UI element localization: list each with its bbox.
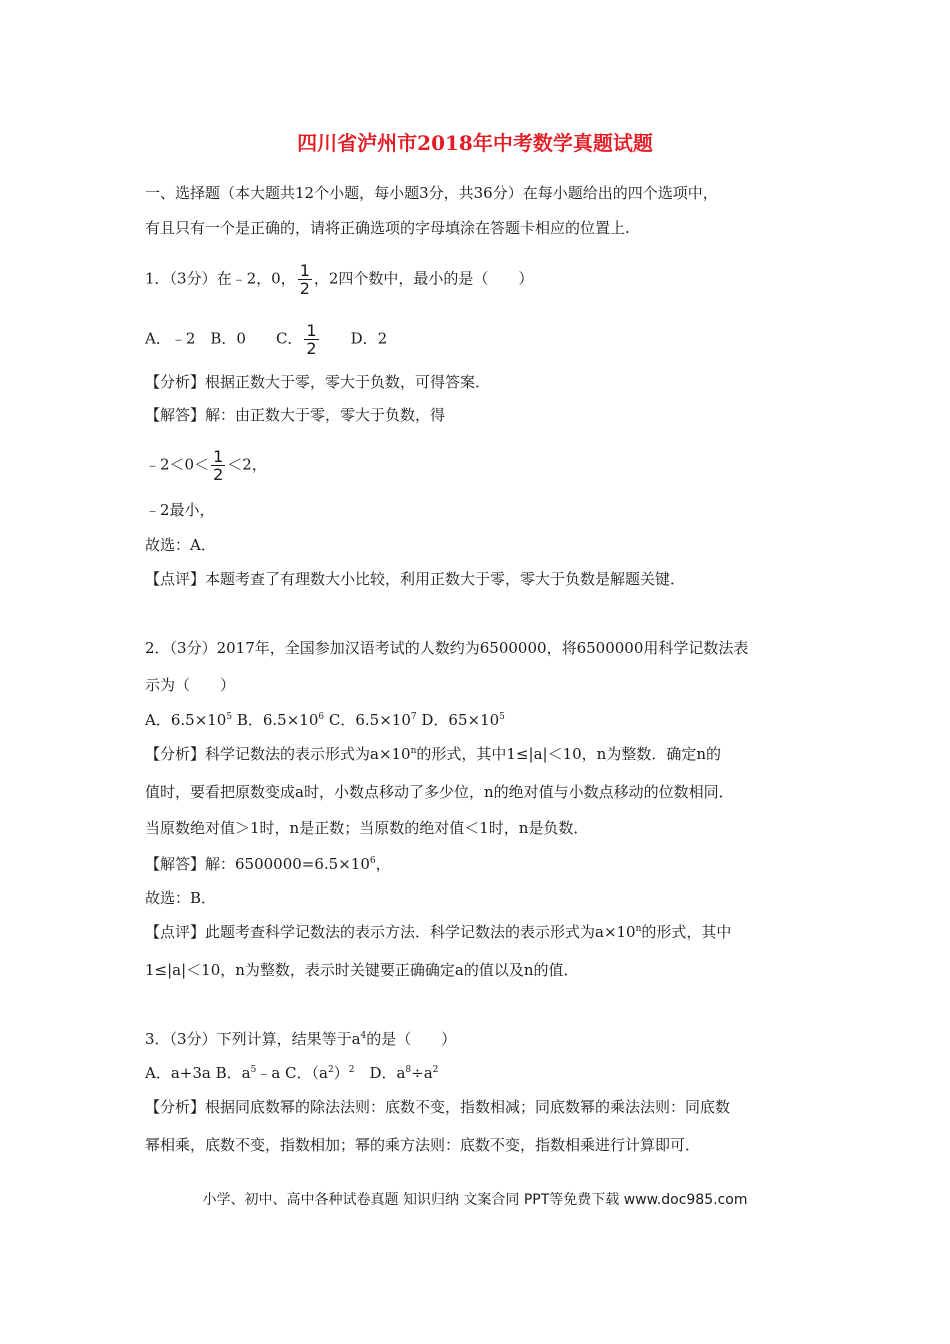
exponent: 5 [499, 712, 505, 722]
exponent: 4 [360, 1031, 367, 1041]
q2-analysis-part-b: 的形式，其中1≤|a|＜10，n为整数．确定n的 [416, 745, 721, 763]
q2-option-b: B．6.5×10 [232, 711, 319, 729]
exponent: 2 [432, 1065, 439, 1075]
q3-option-d-mid: ÷a [411, 1064, 433, 1082]
exponent: 5 [250, 1065, 257, 1075]
q1-inequality [145, 448, 267, 483]
q2-options [145, 710, 505, 730]
q3-option-c-close: ） [333, 1064, 349, 1082]
q2-stem-line-1: 2．（3分）2017年，全国参加汉语考试的人数约为6500000，将6500000用科学记数法表 [145, 639, 749, 657]
fraction-denominator: 2 [213, 465, 224, 484]
section-intro-line-1: 一、选择题（本大题共12个小题，每小题3分，共36分）在每小题给出的四个选项中， [145, 184, 718, 202]
q2-analysis-line-2: 值时，要看把原数变成a时，小数点移动了多少位，n的绝对值与小数点移动的位数相同． [145, 783, 734, 801]
q2-option-d: D．65×10 [416, 711, 500, 729]
exponent: 2 [348, 1065, 355, 1075]
q2-analysis-line-1 [145, 744, 721, 764]
q2-comment-line-1 [145, 922, 731, 942]
q1-comment: 【点评】本题考查了有理数大小比较，利用正数大于零，零大于负数是解题关键． [145, 570, 686, 588]
q1-stem-part-b: ，2四个数中，最小的是（ ） [313, 269, 534, 288]
q3-option-b: ﹣a C．（a [256, 1064, 328, 1082]
q1-options-part-a: A．﹣2 B．0 C． [145, 329, 303, 348]
exponent: 7 [410, 712, 417, 722]
page-title: 四川省泸州市2018年中考数学真题试题 [297, 131, 653, 155]
q1-minimum: ﹣2最小， [145, 501, 215, 519]
q2-analysis-line-3: 当原数绝对值＞1时，n是正数；当原数的绝对值＜1时，n是负数． [145, 819, 589, 837]
q1-options-part-b: D．2 [320, 329, 388, 348]
q2-choice: 故选：B． [145, 889, 217, 907]
fraction-one-half [211, 448, 225, 483]
fraction-numerator: 1 [299, 261, 310, 280]
q3-stem [145, 1029, 456, 1049]
exponent: 8 [405, 1065, 412, 1075]
q2-stem-line-2: 示为（ ） [145, 676, 236, 694]
q3-option-d: D．a [354, 1064, 406, 1082]
q3-option-a: A．a+3a B．a [145, 1064, 251, 1082]
q1-analysis: 【分析】根据正数大于零，零大于负数，可得答案． [145, 373, 491, 391]
q2-option-c: C．6.5×10 [324, 711, 411, 729]
fraction-one-half [298, 262, 312, 297]
q2-option-a: A．6.5×10 [145, 711, 227, 729]
q1-choice: 故选：A． [145, 536, 216, 554]
q3-options [145, 1063, 438, 1083]
q3-analysis-line-2: 幂相乘，底数不变，指数相加；幂的乘方法则：底数不变，指数相乘进行计算即可． [145, 1136, 701, 1154]
exponent: 2 [327, 1065, 334, 1075]
q2-comment-part-b: 的形式，其中 [641, 923, 732, 941]
exponent: 6 [318, 712, 325, 722]
q2-answer-part-b: ， [375, 855, 391, 873]
q1-inequality-part-b: ＜2， [227, 455, 267, 474]
q1-stem-part-a: 1．（3分）在﹣2，0， [145, 269, 296, 288]
exponent: 5 [226, 712, 233, 722]
q2-answer-part-a: 【解答】解：6500000=6.5×10 [145, 855, 370, 873]
q1-inequality-part-a: ﹣2＜0＜ [145, 455, 210, 474]
section-intro-line-2: 有且只有一个是正确的，请将正确选项的字母填涂在答题卡相应的位置上. [145, 219, 630, 237]
page-footer: 小学、初中、高中各种试卷真题 知识归纳 文案合同 PPT等免费下载 www.doc985.com [202, 1192, 748, 1208]
q2-comment-line-2: 1≤|a|＜10，n为整数，表示时关键要正确确定a的值以及n的值． [145, 961, 579, 979]
q2-analysis-part-a: 【分析】科学记数法的表示形式为a×10 [145, 745, 411, 763]
q3-stem-part-a: 3．（3分）下列计算，结果等于a [145, 1030, 361, 1048]
exponent: n [635, 924, 642, 934]
q2-comment-part-a: 【点评】此题考查科学记数法的表示方法．科学记数法的表示形式为a×10 [145, 923, 636, 941]
fraction-numerator: 1 [213, 447, 224, 466]
q2-answer [145, 854, 391, 874]
exponent: 6 [369, 856, 376, 866]
q3-analysis-line-1: 【分析】根据同底数幂的除法法则：底数不变，指数相减；同底数幂的乘法法则：同底数 [145, 1098, 731, 1116]
fraction-denominator: 2 [306, 339, 317, 358]
fraction-numerator: 1 [306, 321, 317, 340]
q3-stem-part-b: 的是（ ） [366, 1030, 457, 1048]
q1-stem [145, 262, 533, 297]
fraction-denominator: 2 [299, 279, 310, 298]
q1-options [145, 322, 387, 357]
exponent: n [410, 746, 417, 756]
q1-answer: 【解答】解：由正数大于零，零大于负数，得 [145, 406, 446, 424]
fraction-one-half [304, 322, 318, 357]
